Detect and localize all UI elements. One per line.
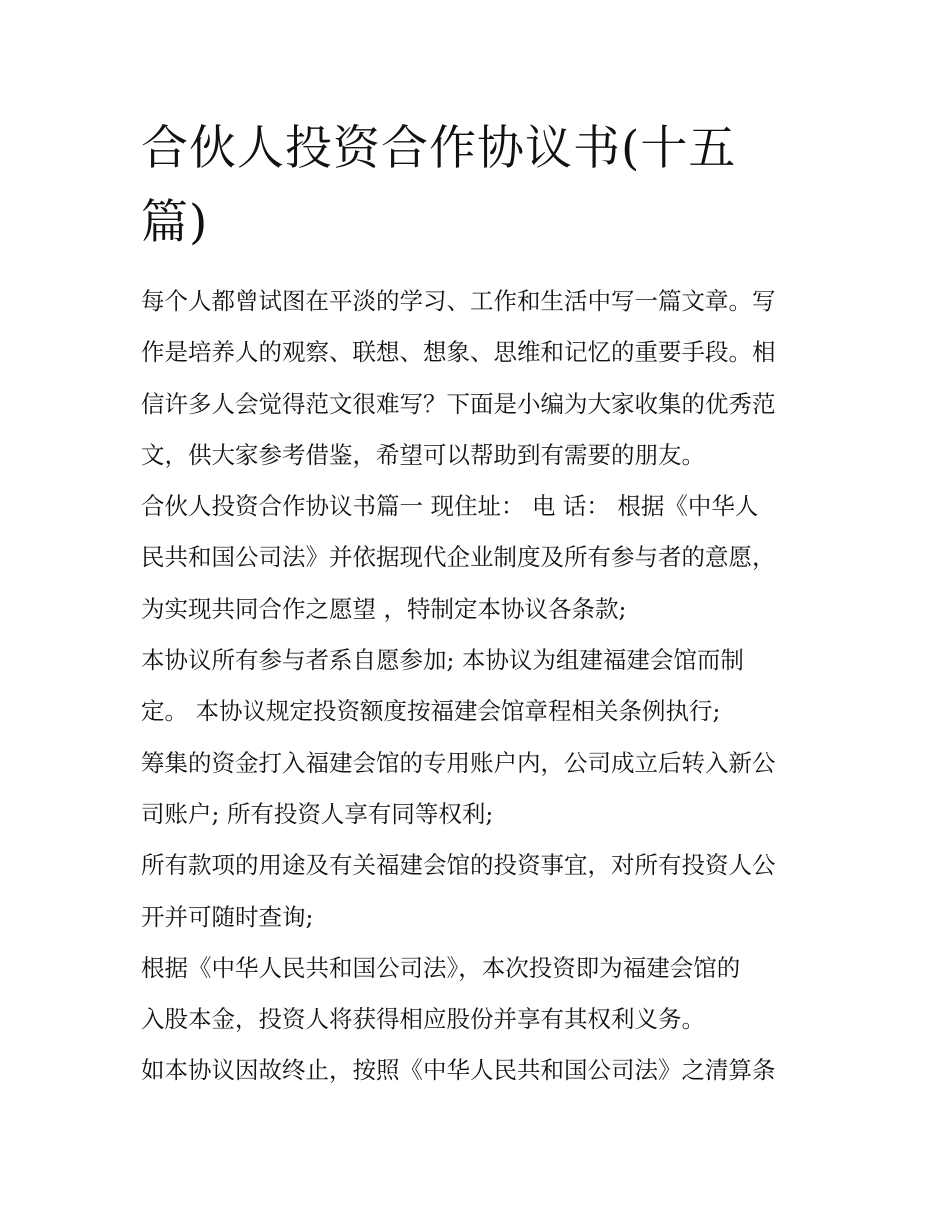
body-line: 每个人都曾试图在平淡的学习、工作和生活中写一篇文章。写: [141, 287, 776, 315]
body-line: 民共和国公司法》并依据现代企业制度及所有参与者的意愿，: [141, 543, 776, 572]
body-line: 根据《中华人民共和国公司法》，本次投资即为福建会馆的: [141, 953, 741, 982]
body-line: 文，供大家参考借鉴，希望可以帮助到有需要的朋友。: [141, 440, 705, 469]
body-line: 定。 本协议规定投资额度按福建会馆章程相关条例执行;: [141, 697, 721, 726]
body-line: 作是培养人的观察、联想、想象、思维和记忆的重要手段。相: [141, 338, 776, 367]
body-line: 所有款项的用途及有关福建会馆的投资事宜，对所有投资人公: [141, 851, 776, 880]
title-line: 篇): [141, 195, 209, 250]
body-line: 为实现共同合作之愿望 ，特制定本协议各条款;: [141, 594, 627, 623]
document-title: [141, 112, 821, 260]
body-line: 如本协议因故终止，按照《中华人民共和国公司法》之清算条: [141, 1056, 776, 1085]
document-body: [141, 276, 821, 1097]
body-line: 入股本金，投资人将获得相应股份并享有其权利义务。: [141, 1005, 705, 1034]
body-line: 司账户; 所有投资人享有同等权利;: [141, 799, 494, 828]
document-content: [141, 112, 821, 1097]
body-line: 本协议所有参与者系自愿参加; 本协议为组建福建会馆而制: [141, 646, 744, 675]
title-line: 合伙人投资合作协议书(十五: [141, 121, 737, 176]
body-line: 开并可随时查询;: [141, 902, 314, 931]
body-line: 筹集的资金打入福建会馆的专用账户内，公司成立后转入新公: [141, 748, 776, 777]
body-line: 合伙人投资合作协议书篇一 现住址： 电 话： 根据《中华人: [141, 492, 759, 521]
body-line: 信许多人会觉得范文很难写？下面是小编为大家收集的优秀范: [141, 389, 776, 418]
